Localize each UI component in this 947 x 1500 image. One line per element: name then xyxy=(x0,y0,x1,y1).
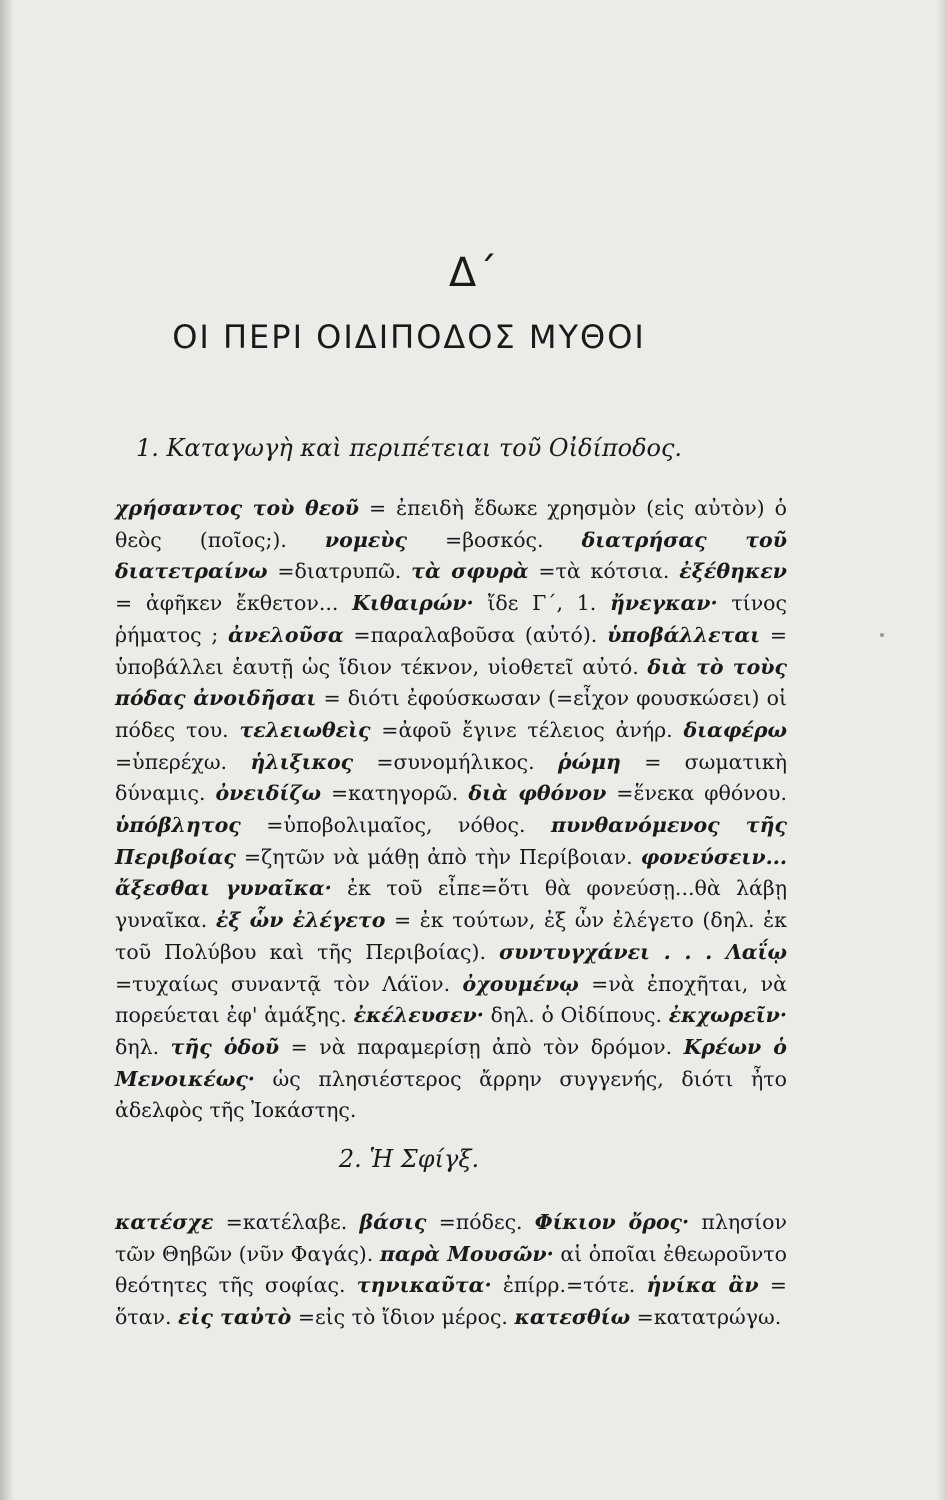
gloss-term: νομεὺς xyxy=(324,527,407,552)
gloss-term: ἐξ ὧν ἐλέγετο xyxy=(215,908,386,933)
gloss-definition: = ὅταν. xyxy=(115,1273,787,1330)
gloss-definition: = ἐκ τούτων, ἐξ ὧν ἐλέγετο (δηλ. ἐκ τοῦ Πολύβου καὶ τῆς Περιβοίας). xyxy=(115,908,787,964)
gloss-term: Κρέων ὁ Μενοικέως· xyxy=(115,1034,787,1091)
gloss-definition: =τυχαίως συναντᾷ τὸν Λάϊον. xyxy=(115,971,451,996)
gloss-term: τὰ σφυρὰ xyxy=(411,559,529,584)
gloss-definition: =διατρυπῶ. xyxy=(277,559,402,584)
gloss-definition: =ἀφοῦ ἔγινε τέλειος ἀνήρ. xyxy=(381,717,673,742)
gloss-term: διαφέρω xyxy=(683,717,787,742)
gloss-definition: = σωματικὴ δύναμις. xyxy=(115,749,787,806)
gloss-term: ὀνειδίζω xyxy=(215,781,321,806)
gloss-definition: =κατηγορῶ. xyxy=(330,781,459,806)
gloss-term: κατεσθίω xyxy=(514,1305,631,1330)
gloss-term: ἐκχωρεῖν· xyxy=(668,1003,787,1028)
gloss-definition: = ἐπειδὴ ἔδωκε χρησμὸν (εἰς αὐτὸν) ὁ θεὸς (ποῖος;). xyxy=(115,496,787,552)
gloss-term: εἰς ταὐτὸ xyxy=(178,1305,292,1330)
gloss-term: ἤνεγκαν· xyxy=(610,591,718,616)
gloss-definition: = ὑποβάλλει ἑαυτῇ ὡς ἴδιον τέκνον, υἱοθετεῖ αὐτό. xyxy=(115,622,787,679)
chapter-title: ΟΙ ΠΕΡΙ ΟΙΔΙΠΟΔΟΣ ΜΥΘΟΙ xyxy=(172,318,646,356)
scan-speck xyxy=(880,633,884,637)
gloss-term: διὰ τὸ τοὺς πόδας ἀνοιδῆσαι xyxy=(115,654,787,711)
gloss-term: ῥώμη xyxy=(557,749,621,774)
gloss-term: διὰ φθόνον xyxy=(468,781,607,806)
gloss-definition: =τὰ κότσια. xyxy=(538,559,670,584)
gloss-term: πυνθανόμενος τῆς Περιβοίας xyxy=(115,813,787,869)
gloss-definition: δηλ. ὁ Οἰδίπους. xyxy=(490,1003,663,1028)
section-heading: 1. Καταγωγὴ καὶ περιπέτειαι τοῦ Οἰδίποδος. xyxy=(135,434,683,462)
gloss-definition: πλησίον τῶν Θηβῶν (νῦν Φαγάς). xyxy=(115,1210,787,1266)
gloss-definition: =νὰ ἐποχῆται, νὰ πορεύεται ἐφ' ἁμάξης. xyxy=(115,971,787,1028)
gloss-term: ἐκέλευσεν· xyxy=(353,1003,484,1028)
gloss-definition: =κατατρώγω. xyxy=(636,1305,782,1330)
gloss-definition: =ἕνεκα φθόνου. xyxy=(616,781,787,806)
gloss-definition: ἐκ τοῦ εἶπε=ὅτι θὰ φονεύσῃ...θὰ λάβῃ γυναῖκα. xyxy=(115,876,787,933)
gloss-term: ἡλιξικος xyxy=(250,749,354,774)
glossary-paragraph xyxy=(115,493,787,1127)
gloss-term: ἡνίκα ἂν xyxy=(646,1273,759,1298)
gloss-term: Κιθαιρών· xyxy=(352,591,474,616)
gloss-term: ἐξέθηκεν xyxy=(679,559,787,584)
gloss-term: ὀχουμένῳ xyxy=(462,971,579,996)
gloss-definition: =βοσκός. xyxy=(445,527,544,552)
gloss-term: τῆς ὁδοῦ xyxy=(170,1034,280,1059)
gloss-definition: =παραλαβοῦσα (αὐτό). xyxy=(353,622,598,647)
gloss-definition: =συνομήλικος. xyxy=(376,749,535,774)
gloss-definition: = διότι ἐφούσκωσαν (=εἶχον φουσκώσει) οἱ πόδες του. xyxy=(115,686,787,742)
gloss-definition: =εἰς τὸ ἴδιον μέρος. xyxy=(297,1305,508,1330)
gloss-term: ὑπόβλητος xyxy=(115,813,241,838)
gloss-definition: τίνος ῥήματος ; xyxy=(115,591,787,647)
gloss-term: διατρήσας τοῦ διατετραίνω xyxy=(115,527,787,584)
gloss-definition: δηλ. xyxy=(115,1034,160,1059)
gloss-term: βάσις xyxy=(359,1210,427,1234)
gloss-term: ὑποβάλλεται xyxy=(607,622,761,647)
gloss-term: χρήσαντος τοὺ θεοῦ xyxy=(115,496,359,520)
gloss-term: κατέσχε xyxy=(115,1210,214,1234)
gloss-definition: ὡς πλησιέστερος ἄρρην συγγενής, διότι ἦτο ἀδελφὸς τῆς Ἰοκάστης. xyxy=(115,1066,787,1123)
gloss-definition: =ὑπερέχω. xyxy=(115,749,228,774)
glossary-paragraph xyxy=(115,1207,787,1334)
gloss-definition: = ἀφῆκεν ἔκθετον... xyxy=(115,591,339,616)
gloss-term: φονεύσειν... ἄξεσθαι γυναῖκα· xyxy=(115,844,787,901)
gloss-definition: ἐπίρρ.=τότε. xyxy=(502,1273,636,1298)
gloss-term: τελειωθεὶς xyxy=(239,717,371,742)
section-heading: 2. Ἡ Σφίγξ. xyxy=(338,1145,480,1173)
gloss-definition: ἴδε Γ΄, 1. xyxy=(487,591,597,616)
gloss-term: παρὰ Μουσῶν· xyxy=(379,1241,554,1266)
chapter-numeral: Δ΄ xyxy=(448,250,499,296)
gloss-term: ἀνελοῦσα xyxy=(228,622,344,647)
gloss-definition: =ζητῶν νὰ μάθῃ ἀπὸ τὴν Περίβοιαν. xyxy=(243,844,633,869)
gloss-term: τηνικαῦτα· xyxy=(356,1273,492,1298)
gloss-definition: αἱ ὁποῖαι ἐθεωροῦντο θεότητες τῆς σοφίας. xyxy=(115,1241,787,1298)
gloss-term: Φίκιον ὄρος· xyxy=(534,1210,690,1234)
gloss-term: συντυγχάνει . . . Λαΐῳ xyxy=(498,939,787,964)
gloss-definition: = νὰ παραμερίσῃ ἀπὸ τὸν δρόμον. xyxy=(290,1034,673,1059)
gloss-definition: =κατέλαβε. xyxy=(225,1210,348,1234)
gloss-definition: =πόδες. xyxy=(438,1210,523,1234)
gloss-definition: =ὑποβολιμαῖος, νόθος. xyxy=(266,813,526,838)
